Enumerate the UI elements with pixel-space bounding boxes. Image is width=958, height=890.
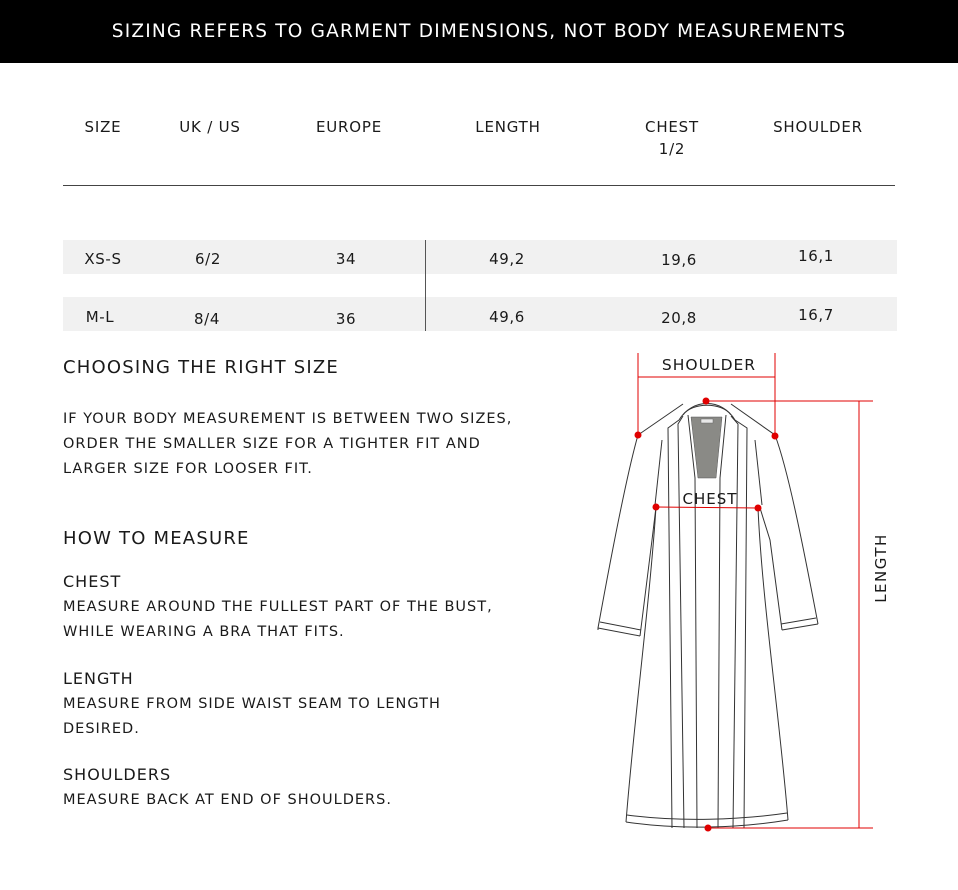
shoulders-line: MEASURE BACK AT END OF SHOULDERS. — [63, 792, 392, 808]
length-label: LENGTH — [872, 533, 890, 603]
choosing-line: IF YOUR BODY MEASUREMENT IS BETWEEN TWO SIZES, — [63, 411, 513, 427]
cell-chest: 20,8 — [661, 309, 697, 327]
chest-line: MEASURE AROUND THE FULLEST PART OF THE BUST, — [63, 599, 493, 615]
cell-uk-us: 8/4 — [194, 310, 220, 328]
length-heading: LENGTH — [63, 669, 134, 688]
cell-chest: 19,6 — [661, 251, 697, 269]
choosing-line: LARGER SIZE FOR LOOSER FIT. — [63, 461, 313, 477]
marker-dot — [635, 432, 642, 439]
inner-panel — [691, 417, 722, 478]
length-line: DESIRED. — [63, 721, 140, 737]
neck-label — [701, 419, 713, 423]
shoulder-label: SHOULDER — [661, 356, 757, 374]
marker-dot — [705, 825, 712, 832]
header-length: LENGTH — [475, 118, 541, 136]
cell-shoulder: 16,1 — [798, 247, 834, 265]
length-measure — [706, 401, 873, 828]
header-shoulder: SHOULDER — [773, 118, 863, 136]
marker-dot — [653, 504, 660, 511]
header-uk-us: UK / US — [179, 118, 241, 136]
cell-shoulder: 16,7 — [798, 306, 834, 324]
chest-label: CHEST — [682, 490, 738, 508]
cell-size: M-L — [85, 308, 115, 326]
cell-europe: 36 — [335, 310, 357, 328]
header-chest-half: 1/2 — [658, 140, 686, 158]
cell-length: 49,6 — [489, 308, 525, 326]
cell-size: XS-S — [84, 250, 122, 268]
length-line: MEASURE FROM SIDE WAIST SEAM TO LENGTH — [63, 696, 441, 712]
cell-europe: 34 — [335, 250, 357, 268]
sizing-banner: SIZING REFERS TO GARMENT DIMENSIONS, NOT BODY MEASUREMENTS — [0, 0, 958, 63]
marker-dot — [755, 505, 762, 512]
how-title: HOW TO MEASURE — [63, 528, 250, 549]
cell-uk-us: 6/2 — [195, 250, 221, 268]
cell-length: 49,2 — [489, 250, 525, 268]
chest-heading: CHEST — [63, 572, 122, 591]
header-size: SIZE — [84, 118, 122, 136]
header-chest-label: CHEST — [645, 118, 699, 136]
header-europe: EUROPE — [315, 118, 383, 136]
choosing-title: CHOOSING THE RIGHT SIZE — [63, 357, 339, 378]
marker-dot — [772, 433, 779, 440]
shoulders-heading: SHOULDERS — [63, 765, 172, 784]
marker-dot — [703, 398, 710, 405]
chest-line: WHILE WEARING A BRA THAT FITS. — [63, 624, 345, 640]
choosing-line: ORDER THE SMALLER SIZE FOR A TIGHTER FIT AND — [63, 436, 481, 452]
